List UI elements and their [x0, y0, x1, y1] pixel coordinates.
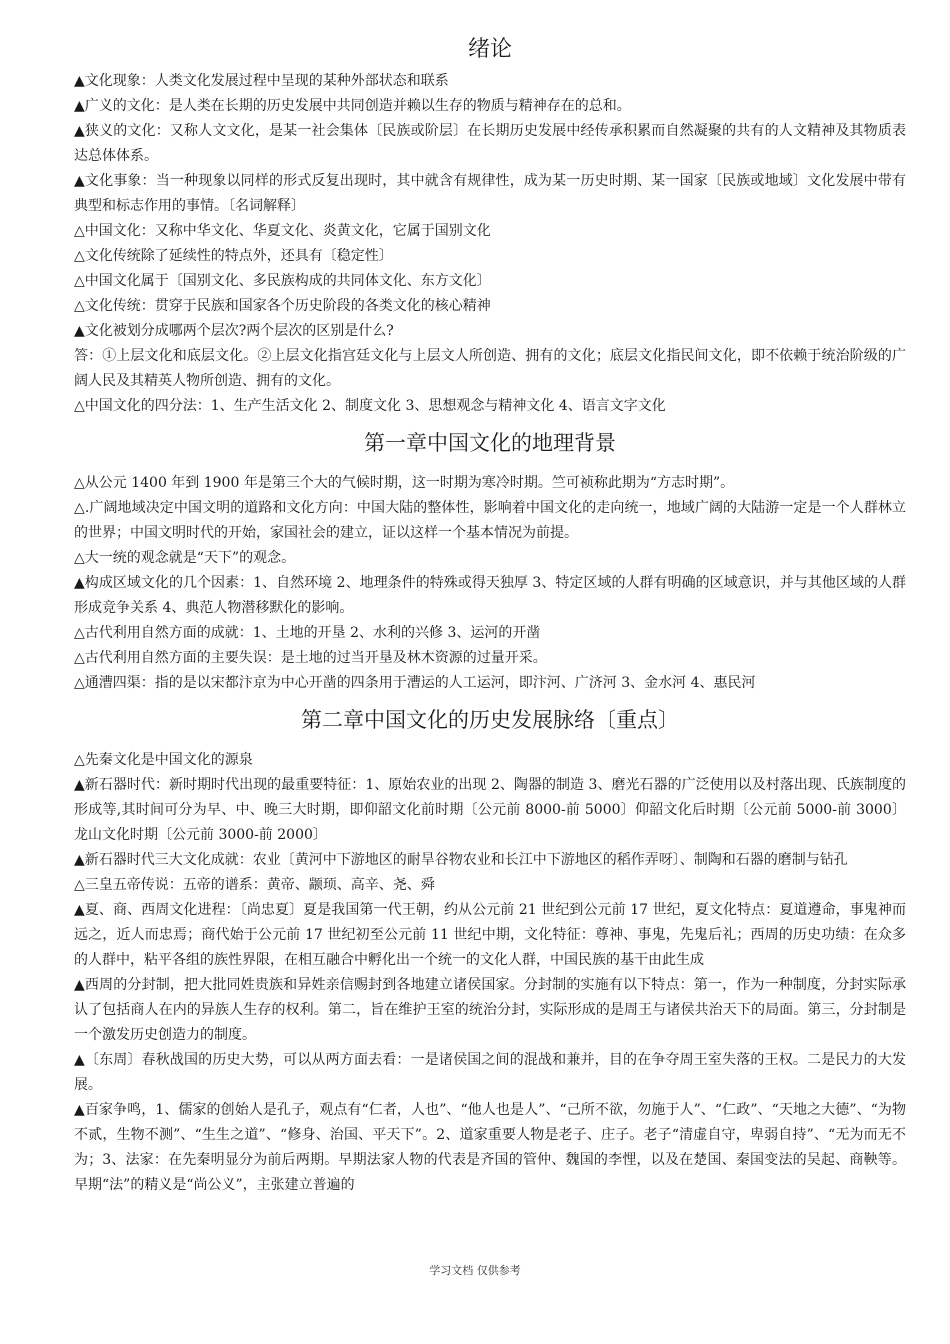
- ch2-para-5: ▲夏、商、西周文化进程：〔尚忠夏〕夏是我国第一代王朝，约从公元前 21 世纪到公元前 17 世纪，夏文化特点：夏道遵命，事鬼神而远之，近人而忠焉；商代始于公元前 17 世纪初至公元前 11 世纪中期，文化特征：尊神、事鬼，先鬼后礼；西周的历史功绩：在众多的人群中，粘平各组的族性界限，在相互融合中孵化出一个统一的文化人群，中国民族的基干由此生成: [74, 902, 906, 968]
- ch2-para-1: △先秦文化是中国文化的源泉: [74, 752, 253, 768]
- intro-title: 绪论: [467, 37, 512, 62]
- ch1-para-4: ▲构成区域文化的几个因素：1、自然环境 2、地理条件的特殊或得天独厚 3、特定区域的人群有明确的区域意识，并与其他区域的人群形成竞争关系 4、典范人物潜移默化的影响。: [74, 575, 906, 616]
- ch1-para-6: △古代利用自然方面的主要失误：是土地的过当开垦及林木资源的过量开采。: [74, 650, 547, 666]
- page-footer: 学习文档 仅供参考: [429, 1264, 521, 1277]
- ch1-para-7: △通漕四渠：指的是以宋都汴京为中心开凿的四条用于漕运的人工运河，即汴河、广济河 3、金水河 4、惠民河: [74, 675, 756, 691]
- intro-para-7: △中国文化属于〔国别文化、多民族构成的共同体文化、东方文化〕: [74, 273, 491, 289]
- intro-para-3: ▲狭义的文化：又称人文文化，是某一社会集体〔民族或阶层〕在长期历史发展中经传承积累而自然凝聚的共有的人文精神及其物质表达总体体系。: [74, 123, 906, 164]
- intro-para-5: △中国文化：又称中华文化、华夏文化、炎黄文化，它属于国别文化: [74, 223, 491, 239]
- intro-para-8: △文化传统：贯穿于民族和国家各个历史阶段的各类文化的核心精神: [74, 298, 491, 314]
- ch2-para-7: ▲〔东周〕春秋战国的历史大势，可以从两方面去看：一是诸侯国之间的混战和兼并，目的在争夺周王室失落的王权。二是民力的大发展。: [74, 1052, 906, 1093]
- ch2-para-3: ▲新石器时代三大文化成就：农业〔黄河中下游地区的耐旱谷物农业和长江中下游地区的稻作弄呀〕、制陶和石器的磨制与钻孔: [74, 852, 848, 868]
- ch2-para-4: △三皇五帝传说：五帝的谱系：黄帝、颛顼、高辛、尧、舜: [74, 877, 435, 893]
- ch1-para-1: △从公元 1400 年到 1900 年是第三个大的气候时期，这一时期为寒冷时期。竺可祯称此期为“方志时期”。: [74, 475, 735, 491]
- ch2-para-2: ▲新石器时代：新时期时代出现的最重要特征：1、原始农业的出现 2、陶器的制造 3、磨光石器的广泛使用以及村落出现、氏族制度的形成等,其时间可分为早、中、晚三大时期，即仰韶文化前时期〔公元前 8000-前 5000〕仰韶文化后时期〔公元前 5000-前 3000〕龙山文化时期〔公元前 3000-前 2000〕: [74, 777, 906, 843]
- ch2-para-6: ▲西周的分封制，把大批同姓贵族和异姓亲信赐封到各地建立诸侯国家。分封制的实施有以下特点：第一，作为一种制度，分封实际承认了包括商人在内的异族人生存的权利。第二，旨在维护王室的统治分封，实际形成的是周王与诸侯共治天下的局面。第三，分封制是一个激发历史创造力的制度。: [74, 977, 906, 1043]
- intro-para-6: △文化传统除了延续性的特点外，还具有〔稳定性〕: [74, 248, 393, 264]
- document-page: [74, 28, 906, 1198]
- ch2-para-8: ▲百家争鸣，1、儒家的创始人是孔子，观点有“仁者，人也”、“他人也是人”、“己所不欲，勿施于人”、“仁政”、“天地之大德”、“为物不贰，生物不测”、“生生之道”、“修身、治国、平天下”。2、道家重要人物是老子、庄子。老子“清虚自守，卑弱自持”、“无为而无不为；3、法家：在先秦明显分为前后两期。早期法家人物的代表是齐国的管仲、魏国的李悝，以及在楚国、秦国变法的吴起、商鞅等。早期“法”的精义是“尚公义”，主张建立普遍的: [74, 1102, 906, 1193]
- ch1-para-5: △古代利用自然方面的成就：1、土地的开垦 2、水利的兴修 3、运河的开凿: [74, 625, 541, 641]
- chapter-2-title: 第二章中国文化的历史发展脉络〔重点〕: [301, 708, 679, 732]
- intro-para-4: ▲文化事象：当一种现象以同样的形式反复出现时，其中就含有规律性，成为某一历史时期、某一国家〔民族或地域〕文化发展中带有典型和标志作用的事情。〔名词解释〕: [74, 173, 906, 214]
- ch1-para-2: △.广阔地域决定中国文明的道路和文化方向：中国大陆的整体性，影响着中国文化的走向统一，地域广阔的大陆游一定是一个人群林立的世界；中国文明时代的开始，家国社会的建立，证以这样一个基本情况为前提。: [74, 500, 906, 541]
- intro-para-2: ▲广义的文化：是人类在长期的历史发展中共同创造并赖以生存的物质与精神存在的总和。: [74, 98, 631, 114]
- intro-para-11: △中国文化的四分法：1、生产生活文化 2、制度文化 3、思想观念与精神文化 4、语言文字文化: [74, 398, 666, 414]
- intro-para-10: 答：①上层文化和底层文化。②上层文化指宫廷文化与上层文人所创造、拥有的文化；底层文化指民间文化，即不依赖于统治阶级的广阔人民及其精英人物所创造、拥有的文化。: [74, 348, 906, 389]
- chapter-1-title: 第一章中国文化的地理背景: [364, 431, 616, 455]
- intro-para-1: ▲文化现象：人类文化发展过程中呈现的某种外部状态和联系: [74, 73, 449, 89]
- intro-para-9: ▲文化被划分成哪两个层次?两个层次的区别是什么?: [74, 323, 394, 339]
- ch1-para-3: △大一统的观念就是“天下”的观念。: [74, 550, 296, 566]
